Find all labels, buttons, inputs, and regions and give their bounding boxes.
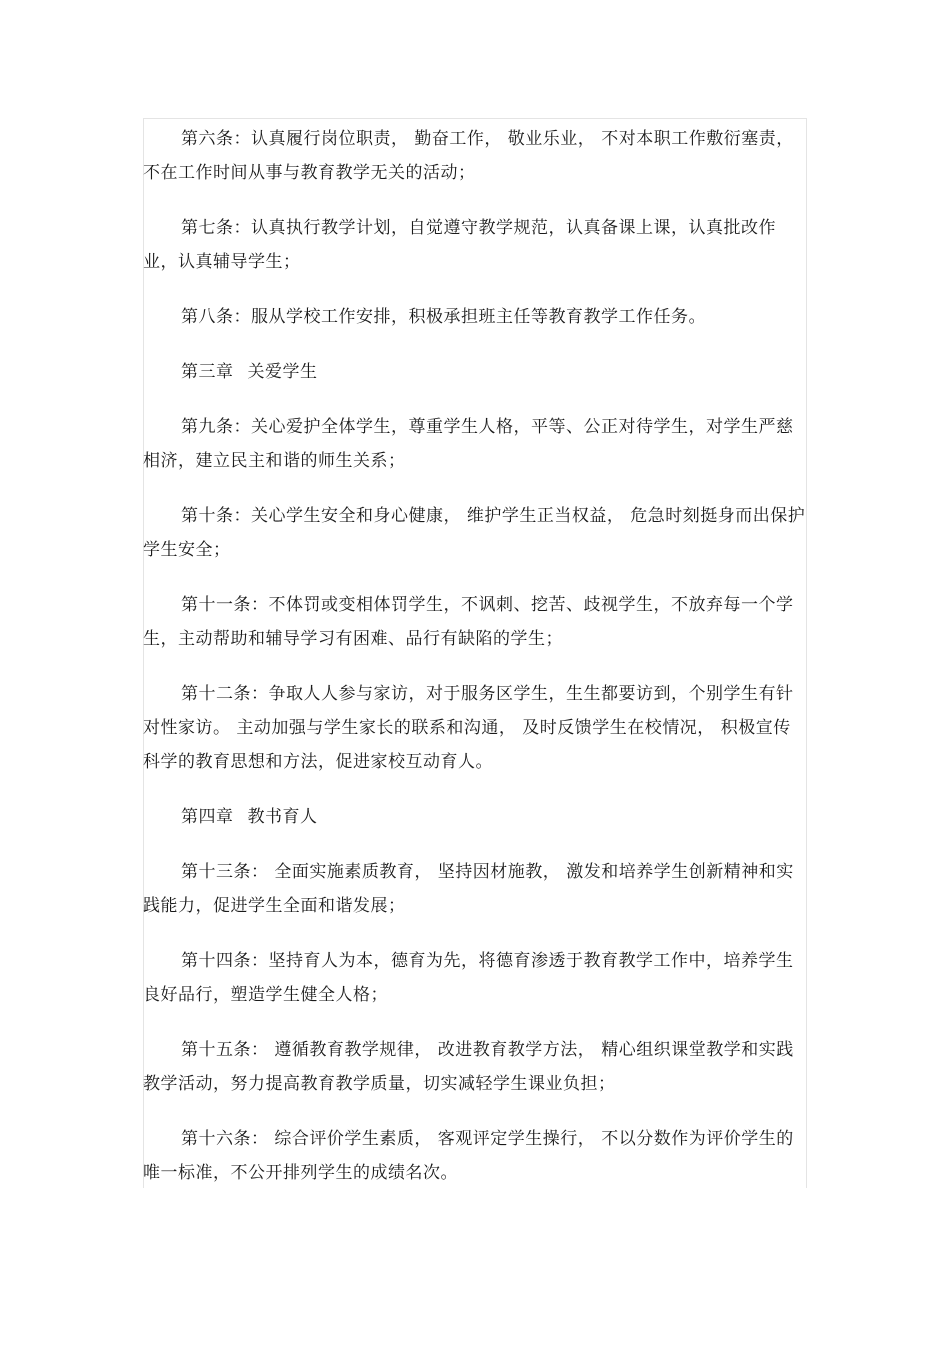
article-9: 第九条：关心爱护全体学生，尊重学生人格，平等、公正对待学生，对学生严慈相济，建立民主和谐的师生关系；: [143, 417, 794, 471]
chapter-3-heading: [143, 355, 807, 389]
chapter-number: 第三章: [181, 362, 234, 382]
article-10: 第十条：关心学生安全和身心健康， 维护学生正当权益， 危急时刻挺身而出保护学生安全；: [143, 506, 806, 560]
article-14: 第十四条：坚持育人为本，德育为先，将德育渗透于教育教学工作中，培养学生良好品行，塑造学生健全人格；: [143, 951, 794, 1005]
article-6: 第六条：认真履行岗位职责， 勤奋工作， 敬业乐业， 不对本职工作敷衍塞责，不在工作时间从事与教育教学无关的活动；: [143, 129, 794, 183]
document-body: [143, 122, 807, 1211]
article-16: 第十六条： 综合评价学生素质， 客观评定学生操行， 不以分数作为评价学生的唯一标准，不公开排列学生的成绩名次。: [143, 1129, 794, 1183]
chapter-title: 关爱学生: [247, 362, 318, 382]
article-11: 第十一条：不体罚或变相体罚学生，不讽刺、挖苦、歧视学生，不放弃每一个学生，主动帮助和辅导学习有困难、品行有缺陷的学生；: [143, 595, 794, 649]
chapter-number: 第四章: [181, 807, 234, 827]
article-7: 第七条：认真执行教学计划，自觉遵守教学规范，认真备课上课，认真批改作业，认真辅导学生；: [143, 218, 776, 272]
article-15: 第十五条： 遵循教育教学规律， 改进教育教学方法， 精心组织课堂教学和实践教学活动，努力提高教育教学质量，切实减轻学生课业负担；: [143, 1040, 794, 1094]
article-8: 第八条：服从学校工作安排，积极承担班主任等教育教学工作任务。: [181, 307, 706, 327]
article-12: 第十二条：争取人人参与家访，对于服务区学生，生生都要访到，个别学生有针对性家访。 主动加强与学生家长的联系和沟通， 及时反馈学生在校情况， 积极宣传科学的教育思想和方法，促进家校互动育人。: [143, 684, 794, 772]
chapter-title: 教书育人: [247, 807, 318, 827]
article-13: 第十三条： 全面实施素质教育， 坚持因材施教， 激发和培养学生创新精神和实践能力，促进学生全面和谐发展；: [143, 862, 794, 916]
chapter-4-heading: [143, 800, 807, 834]
